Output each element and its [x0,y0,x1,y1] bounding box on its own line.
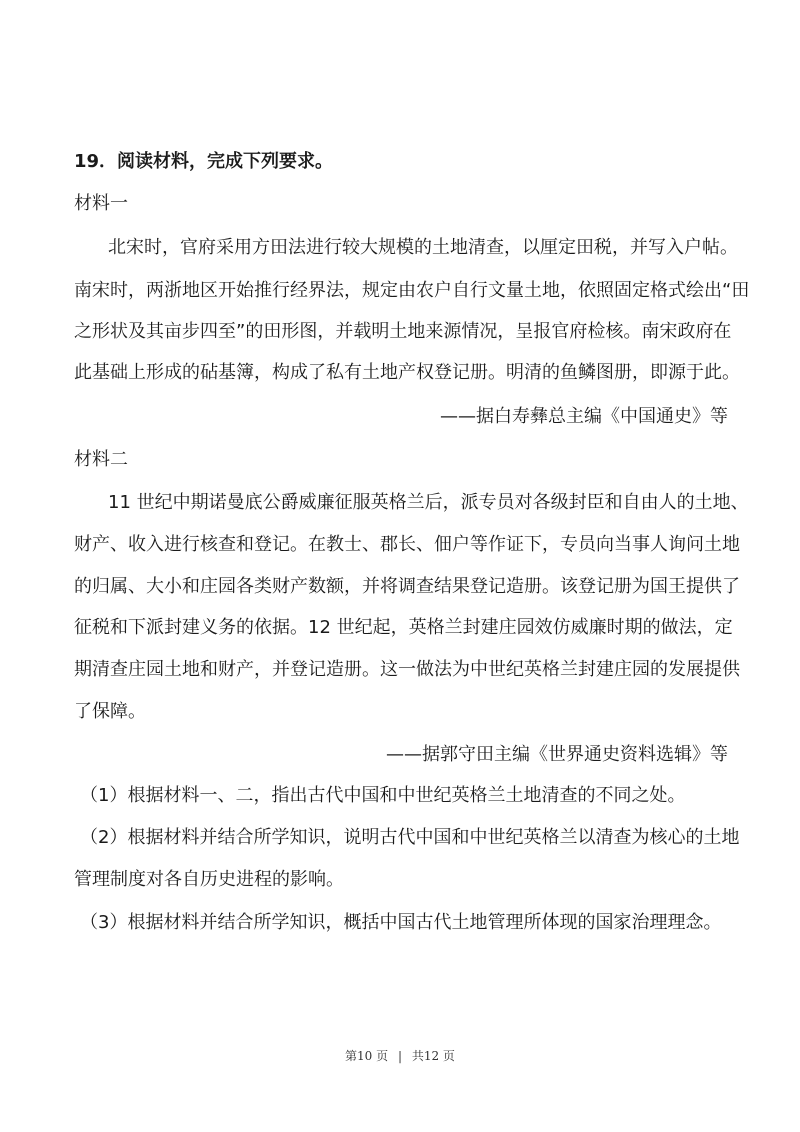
material1-label: 材料一 [74,193,128,214]
question-title: 19．阅读材料，完成下列要求。 [74,151,334,172]
footer-total-pages: 共12 页 [411,1049,455,1063]
page-footer [0,1048,800,1064]
material1-line-1: 北宋时，官府采用方田法进行较大规模的土地清查，以厘定田税，并写入户帖。 [108,237,738,258]
material2-line-6: 了保障。 [74,701,146,722]
footer-separator: | [397,1049,403,1063]
material1-line-3: 之形状及其亩步四至”的田形图，并载明土地来源情况，呈报官府检核。南宋政府在 [74,321,732,342]
footer-current-page: 第10 页 [345,1049,389,1063]
material2-line-4: 征税和下派封建义务的依据。12 世纪起，英格兰封建庄园效仿威廉时期的做法，定 [74,617,733,638]
material1-line-4: 此基础上形成的砧基簿，构成了私有土地产权登记册。明清的鱼鳞图册，即源于此。 [74,362,740,383]
sub-question-2-continued: 管理制度对各自历史进程的影响。 [74,869,344,890]
material1-source: ——据白寿彝总主编《中国通史》等 [440,406,728,427]
sub-question-3: （3）根据材料并结合所学知识，概括中国古代土地管理所体现的国家治理理念。 [80,912,722,933]
material2-line-1: 11 世纪中期诺曼底公爵威廉征服英格兰后，派专员对各级封臣和自由人的土地、 [108,492,749,513]
sub-question-1: （1）根据材料一、二，指出古代中国和中世纪英格兰土地清查的不同之处。 [80,785,686,806]
material1-line-2: 南宋时，两浙地区开始推行经界法，规定由农户自行文量土地，依照固定格式绘出“田 [74,280,750,301]
material2-source: ——据郭守田主编《世界通史资料选辑》等 [386,744,728,765]
material2-line-2: 财产、收入进行核查和登记。在教士、郡长、佃户等作证下，专员向当事人询问土地 [74,534,740,555]
material2-line-5: 期清查庄园土地和财产，并登记造册。这一做法为中世纪英格兰封建庄园的发展提供 [74,659,740,680]
material2-line-3: 的归属、大小和庄园各类财产数额，并将调查结果登记造册。该登记册为国王提供了 [74,576,740,597]
sub-question-2: （2）根据材料并结合所学知识，说明古代中国和中世纪英格兰以清查为核心的土地 [80,827,740,848]
material2-label: 材料二 [74,449,128,470]
